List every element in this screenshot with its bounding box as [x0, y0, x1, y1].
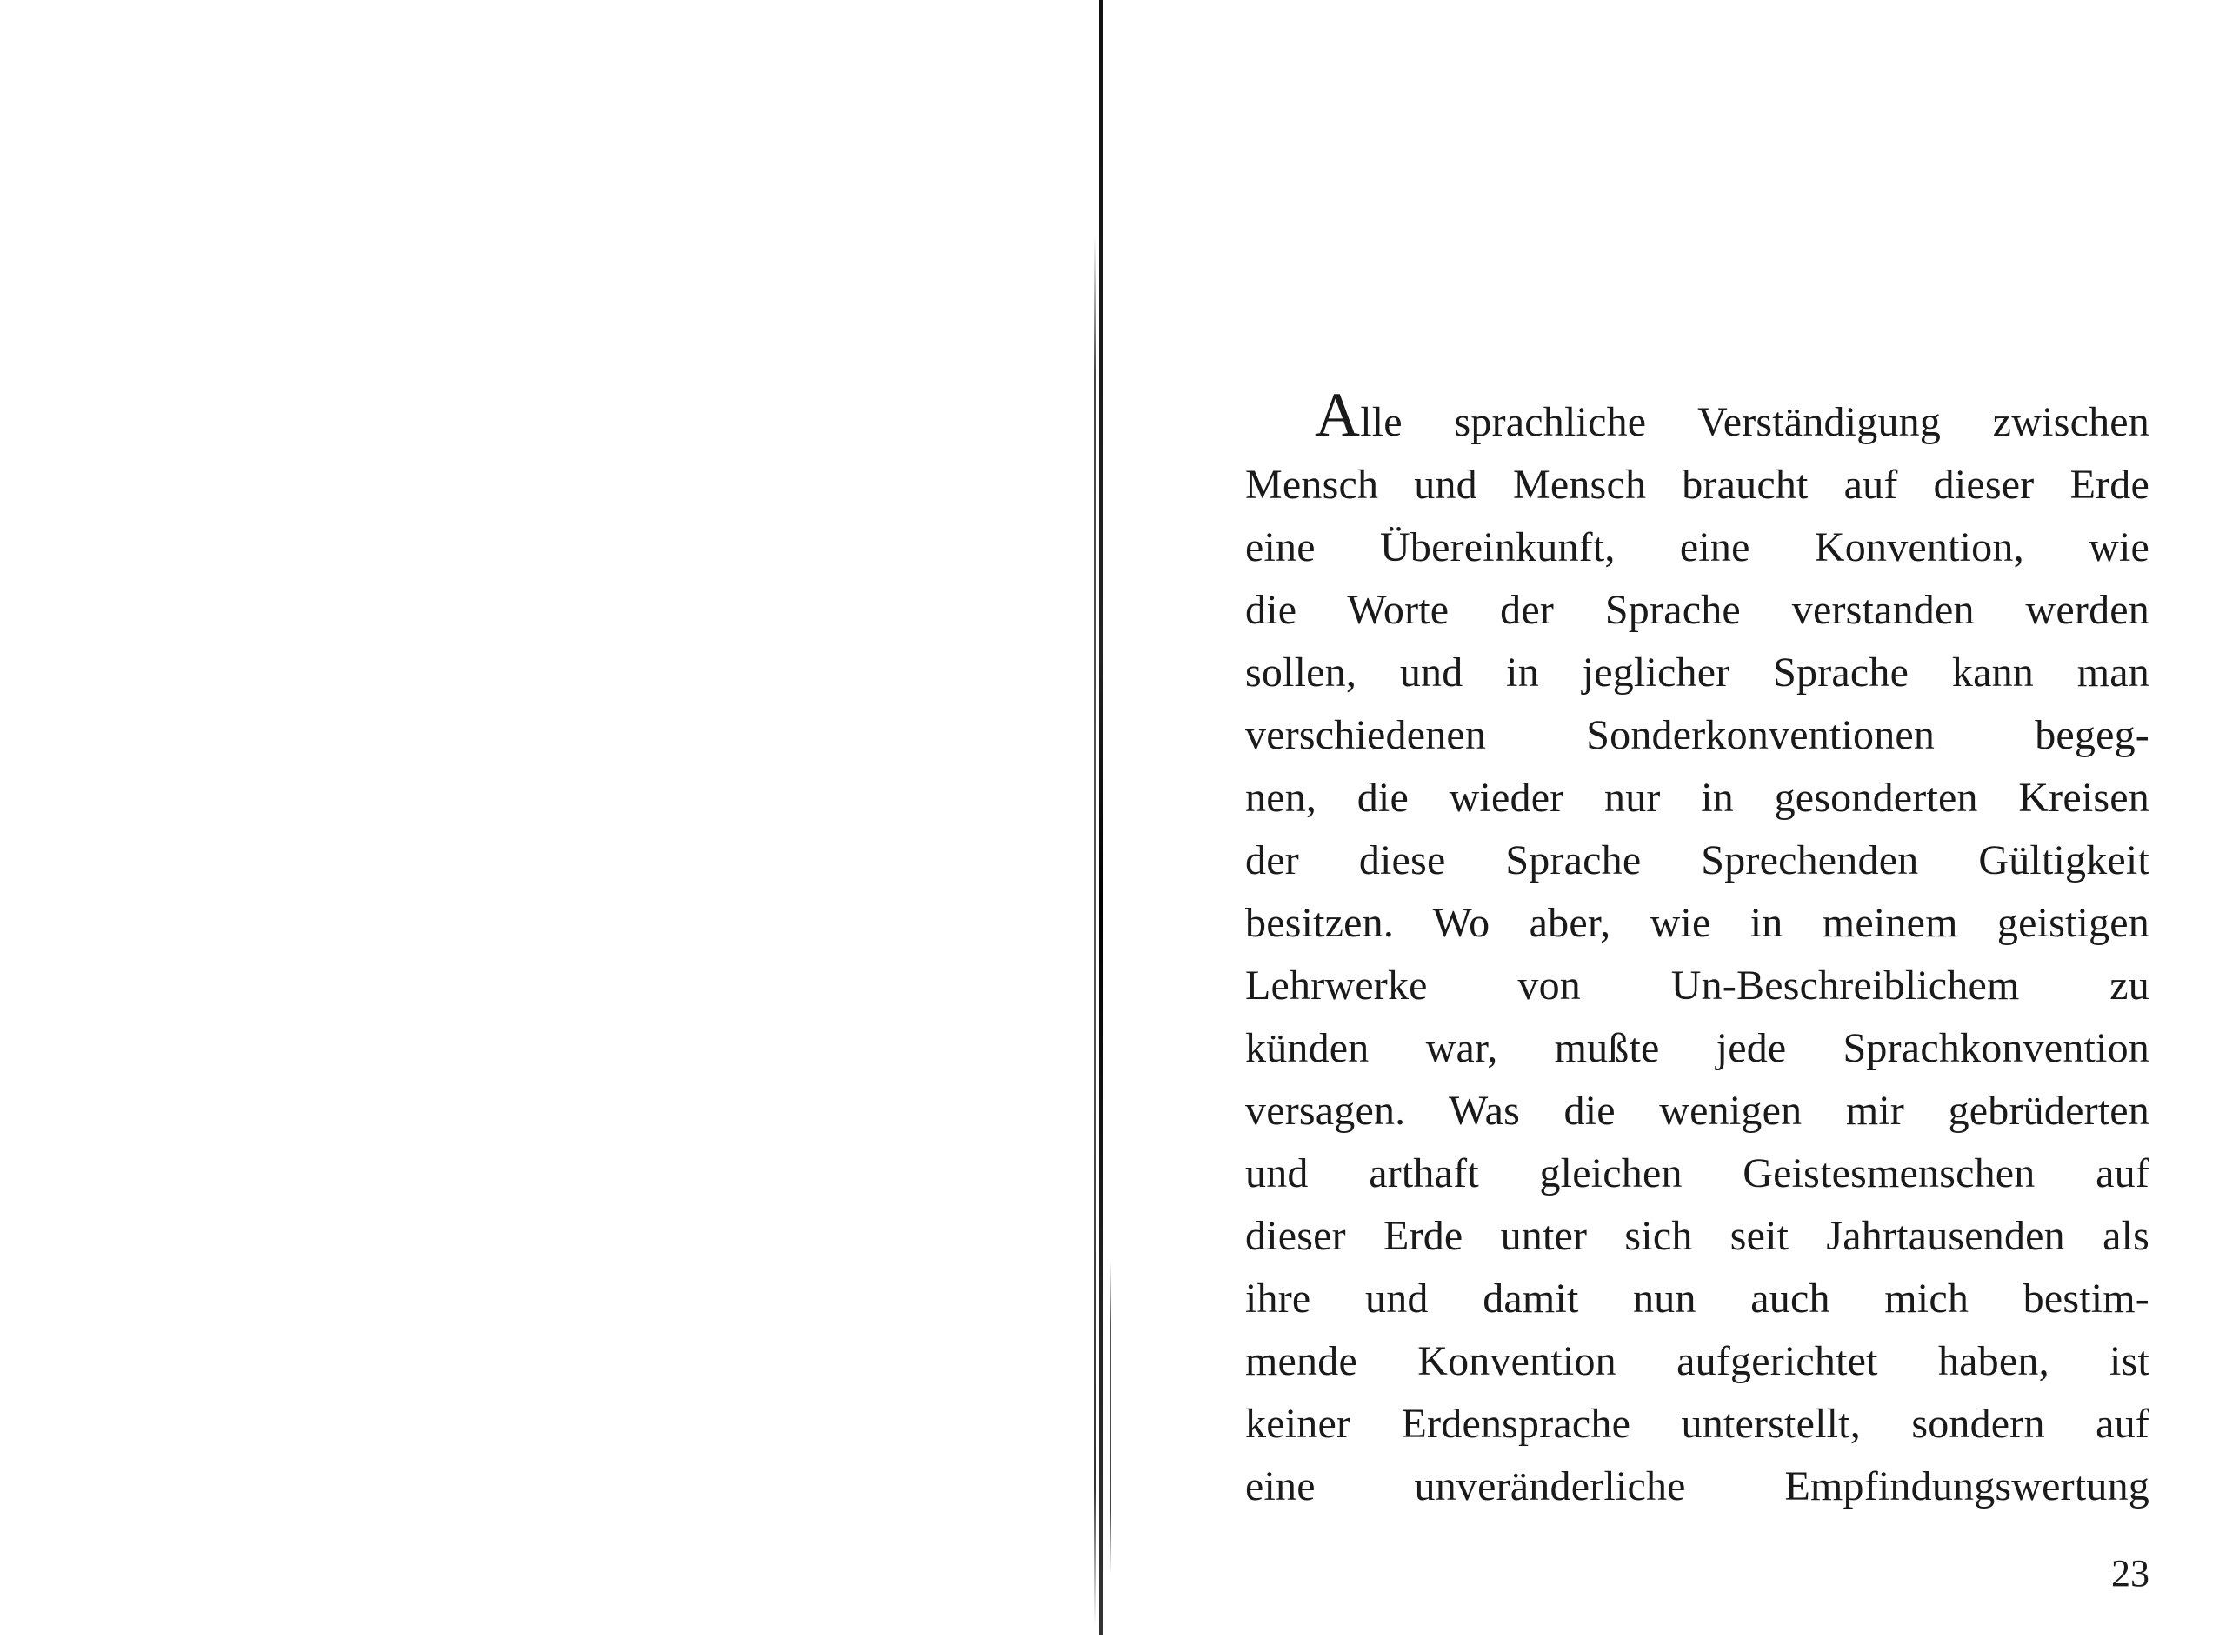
text-line: ihre und damit nun auch mich bestim-	[1245, 1276, 2149, 1322]
text-line: dieser Erde unter sich seit Jahrtausenden als	[1245, 1213, 2149, 1259]
text-line: Mensch und Mensch braucht auf dieser Erde	[1245, 462, 2149, 508]
text-line-first	[1245, 380, 2149, 454]
left-page-blank	[0, 0, 1103, 1652]
text-line: eine Übereinkunft, eine Konvention, wie	[1245, 524, 2149, 570]
page-number: 23	[2111, 1552, 2149, 1595]
text-line: keiner Erdensprache unterstellt, sondern auf	[1245, 1401, 2149, 1447]
text-line: verschiedenen Sonderkonventionen begeg-	[1245, 712, 2149, 758]
gutter-edge-line	[1094, 235, 1096, 1626]
text-line: die Worte der Sprache verstanden werden	[1245, 587, 2149, 633]
text-line: eine unveränderliche Empfindungswertung	[1245, 1463, 2149, 1509]
text-line: versagen. Was die wenigen mir gebrüderten	[1245, 1088, 2149, 1134]
text-line: besitzen. Wo aber, wie in meinem geistigen	[1245, 900, 2149, 946]
text-line: nen, die wieder nur in gesonderten Kreisen	[1245, 775, 2149, 821]
initial-letter: A	[1315, 380, 1361, 450]
right-page	[1106, 0, 2226, 1652]
first-line-rest: lle sprachliche Verständigung zwischen	[1360, 399, 2149, 445]
text-line: Lehrwerke von Un-Beschreiblichem zu	[1245, 963, 2149, 1009]
gutter-shadow-line	[1099, 0, 1103, 1635]
text-line: der diese Sprache Sprechenden Gültigkeit	[1245, 837, 2149, 883]
text-line: mende Konvention aufgerichtet haben, ist	[1245, 1338, 2149, 1384]
body-text	[1245, 380, 2149, 1518]
text-line: und arthaft gleichen Geistesmenschen auf	[1245, 1150, 2149, 1196]
text-line: sollen, und in jeglicher Sprache kann man	[1245, 649, 2149, 696]
book-gutter	[1099, 0, 1104, 1652]
text-line: künden war, mußte jede Sprachkonvention	[1245, 1025, 2149, 1071]
